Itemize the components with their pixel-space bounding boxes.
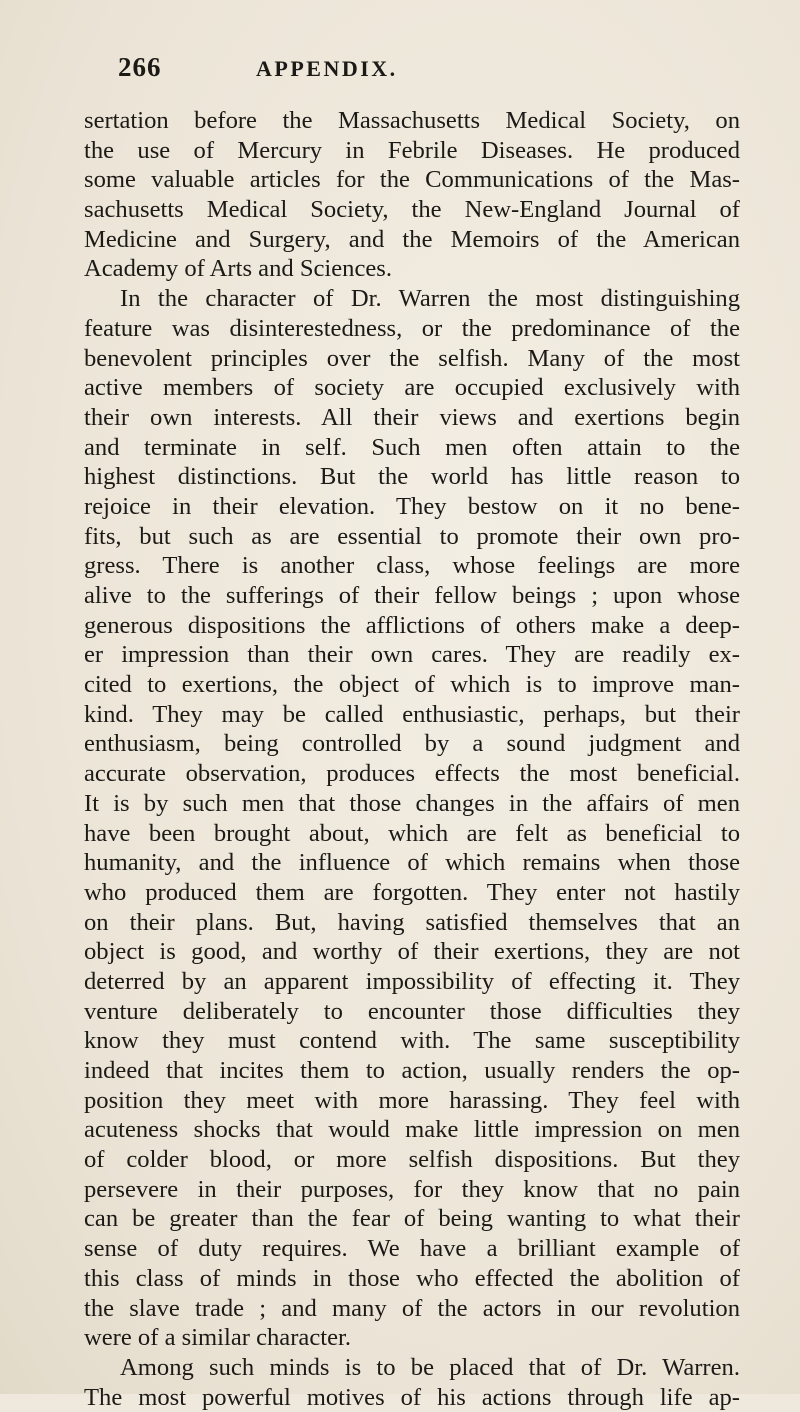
text-line: sachusetts Medical Society, the New-England Journal of (84, 196, 740, 224)
text-line: active members of society are occupied exclusively with (84, 374, 740, 402)
text-line: can be greater than the fear of being wanting to what their (84, 1205, 740, 1233)
text-line: sertation before the Massachusetts Medical Society, on (84, 107, 740, 134)
section-title: APPENDIX. (256, 56, 398, 81)
text-line: venture deliberately to encounter those difficulties they (84, 997, 740, 1025)
text-line: humanity, and the influence of which remains when those (84, 849, 740, 877)
text-line: on their plans. But, having satisfied themselves that an (84, 908, 740, 936)
text-line: some valuable articles for the Communications of the Mas- (84, 166, 740, 194)
text-line: accurate observation, produces effects the most beneficial. (84, 760, 740, 788)
paragraph-start-line: In the character of Dr. Warren the most distinguishing (120, 285, 740, 313)
text-line: kind. They may be called enthusiastic, perhaps, but their (84, 700, 740, 728)
text-line: It is by such men that those changes in the affairs of men (84, 789, 740, 817)
text-line: enthusiasm, being controlled by a sound judgment and (84, 730, 740, 758)
text-line: the use of Mercury in Febrile Diseases. He produced (84, 136, 740, 164)
text-line: cited to exertions, the object of which is to improve man- (84, 671, 740, 699)
text-line: this class of minds in those who effected the abolition of (84, 1264, 740, 1292)
text-line: Academy of Arts and Sciences. (84, 255, 393, 283)
text-line: the slave trade ; and many of the actors in our revolution (84, 1294, 740, 1322)
text-line: indeed that incites them to action, usually renders the op- (84, 1057, 740, 1084)
text-line: feature was disinterestedness, or the predominance of the (84, 314, 740, 342)
text-line: their own interests. All their views and exertions begin (84, 403, 740, 431)
paragraph-start-line: Among such minds is to be placed that of Dr. Warren. (120, 1353, 740, 1381)
text-line: alive to the sufferings of their fellow beings ; upon whose (84, 582, 740, 609)
running-head (118, 52, 738, 86)
text-line: of colder blood, or more selfish dispositions. But they (84, 1146, 740, 1174)
text-line: position they meet with more harassing. They feel with (84, 1086, 740, 1114)
text-line: gress. There is another class, whose feelings are more (84, 552, 740, 580)
body-text (84, 106, 740, 1412)
text-line: highest distinctions. But the world has little reason to (84, 463, 740, 491)
text-line: know they must contend with. The same susceptibility (84, 1027, 740, 1055)
text-line: The most powerful motives of his actions through life ap- (84, 1383, 740, 1411)
text-line: rejoice in their elevation. They bestow on it no bene- (84, 492, 740, 520)
text-line: were of a similar character. (84, 1324, 351, 1352)
text-line: and terminate in self. Such men often attain to the (84, 433, 740, 461)
text-line: who produced them are forgotten. They enter not hastily (84, 878, 740, 906)
text-line: generous dispositions the afflictions of others make a deep- (84, 611, 740, 639)
text-line: persevere in their purposes, for they know that no pain (84, 1175, 740, 1203)
text-line: object is good, and worthy of their exertions, they are not (84, 938, 740, 966)
text-line: er impression than their own cares. They are readily ex- (84, 641, 740, 669)
text-line: fits, but such as are essential to promote their own pro- (84, 522, 740, 550)
page-number: 266 (118, 52, 162, 82)
text-line: acuteness shocks that would make little impression on men (84, 1116, 740, 1144)
text-line: have been brought about, which are felt as beneficial to (84, 819, 740, 847)
text-line: benevolent principles over the selfish. Many of the most (84, 344, 740, 372)
text-line: sense of duty requires. We have a brilliant example of (84, 1235, 740, 1263)
text-line: Medicine and Surgery, and the Memoirs of the American (84, 225, 740, 253)
text-line: deterred by an apparent impossibility of effecting it. They (84, 967, 740, 995)
